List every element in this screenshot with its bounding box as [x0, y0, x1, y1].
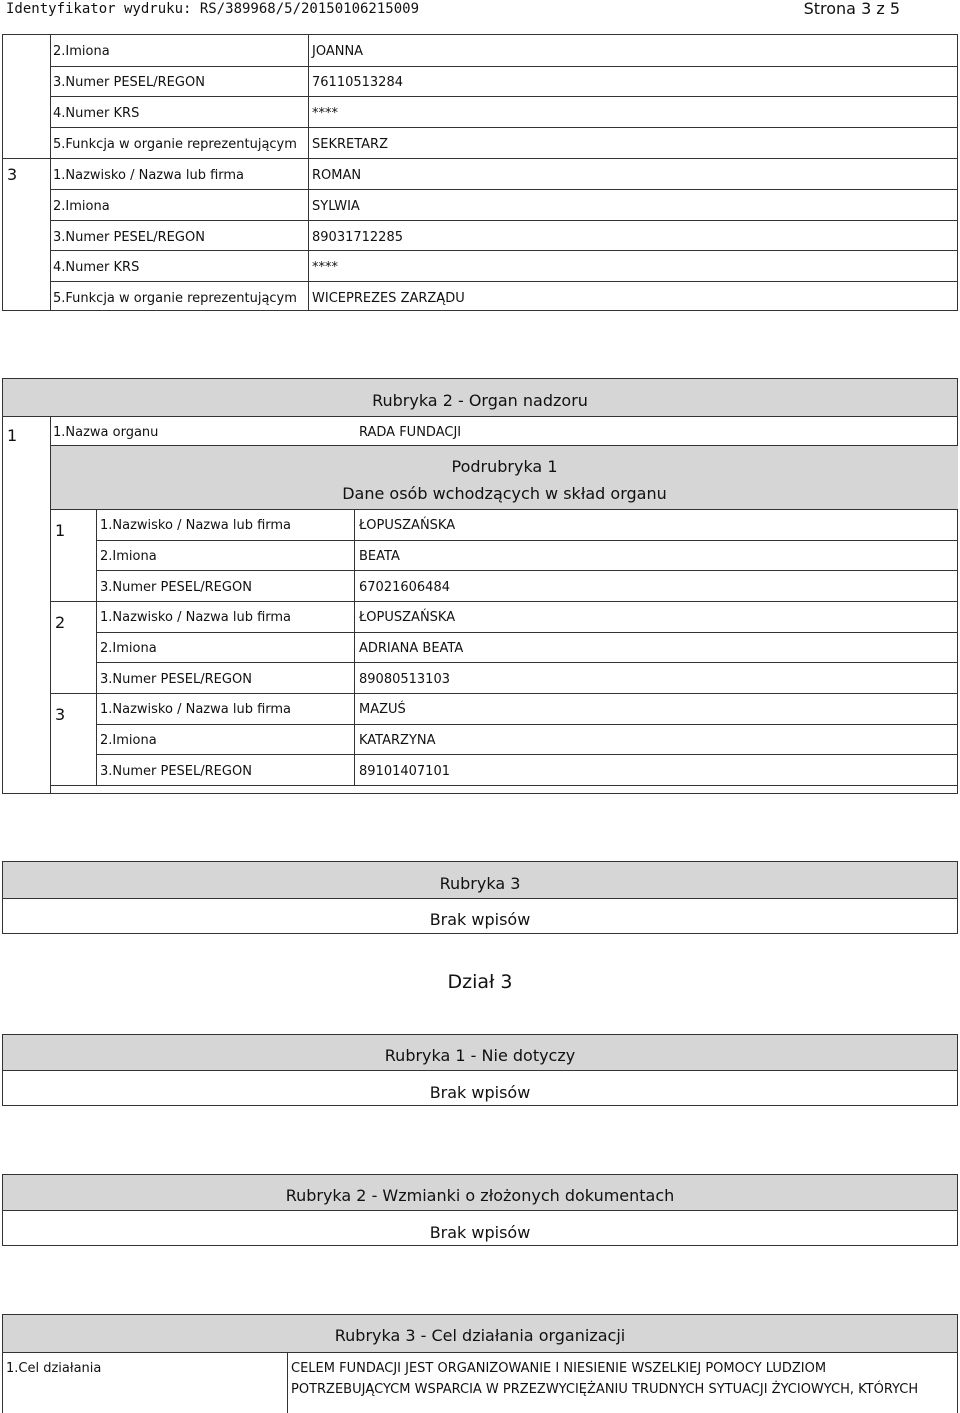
row-value: SYLWIA	[312, 199, 360, 214]
member-value: KATARZYNA	[359, 733, 436, 748]
member-value: 89101407101	[359, 764, 450, 779]
row-label: 5.Funkcja w organie reprezentującym	[53, 137, 297, 152]
member-value: 67021606484	[359, 580, 450, 595]
person-number: 3	[7, 165, 18, 184]
row-value: SEKRETARZ	[312, 137, 389, 152]
member-label: 2.Imiona	[100, 733, 157, 748]
rubryka3-title: Rubryka 3	[439, 874, 521, 893]
row-label: 3.Numer PESEL/REGON	[53, 75, 205, 90]
row-value: 89031712285	[312, 230, 403, 245]
row-label: 4.Numer KRS	[53, 260, 140, 275]
cel-text-line: CELEM FUNDACJI JEST ORGANIZOWANIE I NIESIENIE WSZELKIEJ POMOCY LUDZIOM	[291, 1361, 827, 1376]
member-value: BEATA	[359, 549, 400, 564]
rubryka3-empty: Brak wpisów	[429, 910, 531, 929]
row-value: ROMAN	[312, 168, 362, 183]
member-value: ŁOPUSZAŃSKA	[359, 610, 456, 625]
rubryka2-title: Rubryka 2 - Organ nadzoru	[372, 391, 588, 410]
member-value: MAZUŚ	[359, 702, 406, 717]
row-value: JOANNA	[312, 44, 364, 59]
member-label: 2.Imiona	[100, 549, 157, 564]
podrubryka-title: Podrubryka 1	[451, 457, 558, 476]
member-number: 3	[55, 705, 66, 724]
member-label: 3.Numer PESEL/REGON	[100, 672, 252, 687]
member-label: 2.Imiona	[100, 641, 157, 656]
member-value: ADRIANA BEATA	[359, 641, 464, 656]
member-number: 2	[55, 613, 66, 632]
d3-rubryka1-title: Rubryka 1 - Nie dotyczy	[384, 1046, 576, 1065]
row-label: 3.Numer PESEL/REGON	[53, 230, 205, 245]
row-value: 76110513284	[312, 75, 403, 90]
member-label: 3.Numer PESEL/REGON	[100, 764, 252, 779]
cel-label: 1.Cel działania	[6, 1361, 102, 1376]
d3-rubryka2-empty: Brak wpisów	[429, 1223, 531, 1242]
row-value: WICEPREZES ZARZĄDU	[312, 291, 465, 306]
member-number: 1	[55, 521, 66, 540]
row-label: 2.Imiona	[53, 44, 110, 59]
cel-text-line: POTRZEBUJĄCYCM WSPARCIA W PRZEZWYCIĘŻANIU TRUDNYCH SYTUACJI ŻYCIOWYCH, KTÓRYCH	[291, 1382, 919, 1397]
d3-rubryka1-empty: Brak wpisów	[429, 1083, 531, 1102]
row-value: ****	[312, 260, 338, 275]
page-number: Strona 3 z 5	[803, 0, 900, 18]
row-label: 5.Funkcja w organie reprezentującym	[53, 291, 297, 306]
d3-rubryka3-title: Rubryka 3 - Cel działania organizacji	[334, 1326, 626, 1345]
row-label: 2.Imiona	[53, 199, 110, 214]
organ-name-value: RADA FUNDACJI	[359, 425, 462, 440]
member-label: 3.Numer PESEL/REGON	[100, 580, 252, 595]
member-label: 1.Nazwisko / Nazwa lub firma	[100, 610, 292, 625]
row-value: ****	[312, 106, 338, 121]
print-identifier: Identyfikator wydruku: RS/389968/5/20150106215009	[6, 1, 420, 17]
member-value: 89080513103	[359, 672, 450, 687]
d3-rubryka2-title: Rubryka 2 - Wzmianki o złożonych dokumentach	[285, 1186, 675, 1205]
organ-item-number: 1	[7, 426, 18, 445]
podrubryka-subtitle: Dane osób wchodzących w skład organu	[342, 484, 667, 503]
organ-name-label: 1.Nazwa organu	[53, 425, 159, 440]
member-label: 1.Nazwisko / Nazwa lub firma	[100, 518, 292, 533]
member-label: 1.Nazwisko / Nazwa lub firma	[100, 702, 292, 717]
member-value: ŁOPUSZAŃSKA	[359, 518, 456, 533]
row-label: 1.Nazwisko / Nazwa lub firma	[53, 168, 245, 183]
row-label: 4.Numer KRS	[53, 106, 140, 121]
dzial3-title: Dział 3	[447, 971, 513, 993]
